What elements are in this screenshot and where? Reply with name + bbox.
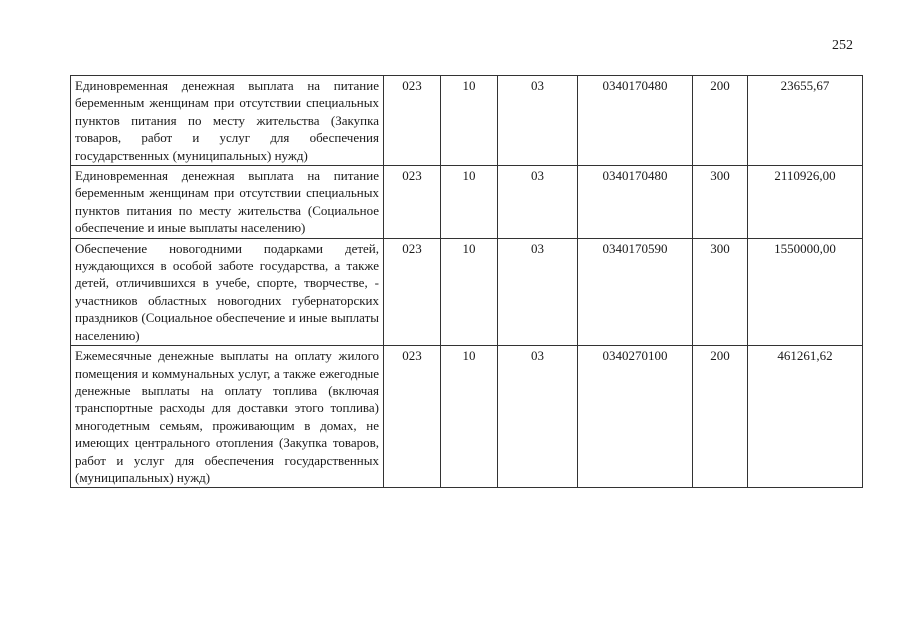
subsection-code: 03 bbox=[498, 238, 578, 345]
budget-table bbox=[70, 75, 863, 488]
amount: 23655,67 bbox=[748, 76, 863, 166]
page-number: 252 bbox=[832, 38, 853, 53]
expense-type-code: 300 bbox=[693, 238, 748, 345]
amount: 1550000,00 bbox=[748, 238, 863, 345]
row-description: Ежемесячные денежные выплаты на оплату жилого помещения и коммунальных услуг, а также ежегодные денежные выплаты на оплату топлива (включая транспортные расходы для доставки этого топлива) многодетным семьям, проживающим в домах, не имеющих центрального отопления (Закупка товаров, работ и услуг для обеспечения государственных (муниципальных) нужд) bbox=[71, 346, 384, 488]
amount: 2110926,00 bbox=[748, 166, 863, 239]
table-row bbox=[71, 346, 863, 488]
row-description: Единовременная денежная выплата на питание беременным женщинам при отсутствии специальных пунктов питания по месту жительства (Закупка товаров, работ и услуг для обеспечения государственных (муниципальных) нужд) bbox=[71, 76, 384, 166]
amount: 461261,62 bbox=[748, 346, 863, 488]
expense-type-code: 200 bbox=[693, 346, 748, 488]
target-article-code: 0340270100 bbox=[578, 346, 693, 488]
target-article-code: 0340170480 bbox=[578, 166, 693, 239]
target-article-code: 0340170480 bbox=[578, 76, 693, 166]
section-code: 10 bbox=[441, 76, 498, 166]
ministry-code: 023 bbox=[384, 76, 441, 166]
row-description: Единовременная денежная выплата на питание беременным женщинам при отсутствии специальных пунктов питания по месту жительства (Социальное обеспечение и иные выплаты населению) bbox=[71, 166, 384, 239]
subsection-code: 03 bbox=[498, 346, 578, 488]
subsection-code: 03 bbox=[498, 76, 578, 166]
table-row bbox=[71, 76, 863, 166]
section-code: 10 bbox=[441, 166, 498, 239]
table-row bbox=[71, 166, 863, 239]
ministry-code: 023 bbox=[384, 166, 441, 239]
expense-type-code: 300 bbox=[693, 166, 748, 239]
ministry-code: 023 bbox=[384, 346, 441, 488]
section-code: 10 bbox=[441, 346, 498, 488]
row-description: Обеспечение новогодними подарками детей, нуждающихся в особой заботе государства, а также детей, отличившихся в учебе, спорте, творчестве, - участников областных новогодних губернаторских праздников (Социальное обеспечение и иные выплаты населению) bbox=[71, 238, 384, 345]
target-article-code: 0340170590 bbox=[578, 238, 693, 345]
expense-type-code: 200 bbox=[693, 76, 748, 166]
ministry-code: 023 bbox=[384, 238, 441, 345]
section-code: 10 bbox=[441, 238, 498, 345]
table-row bbox=[71, 238, 863, 345]
subsection-code: 03 bbox=[498, 166, 578, 239]
